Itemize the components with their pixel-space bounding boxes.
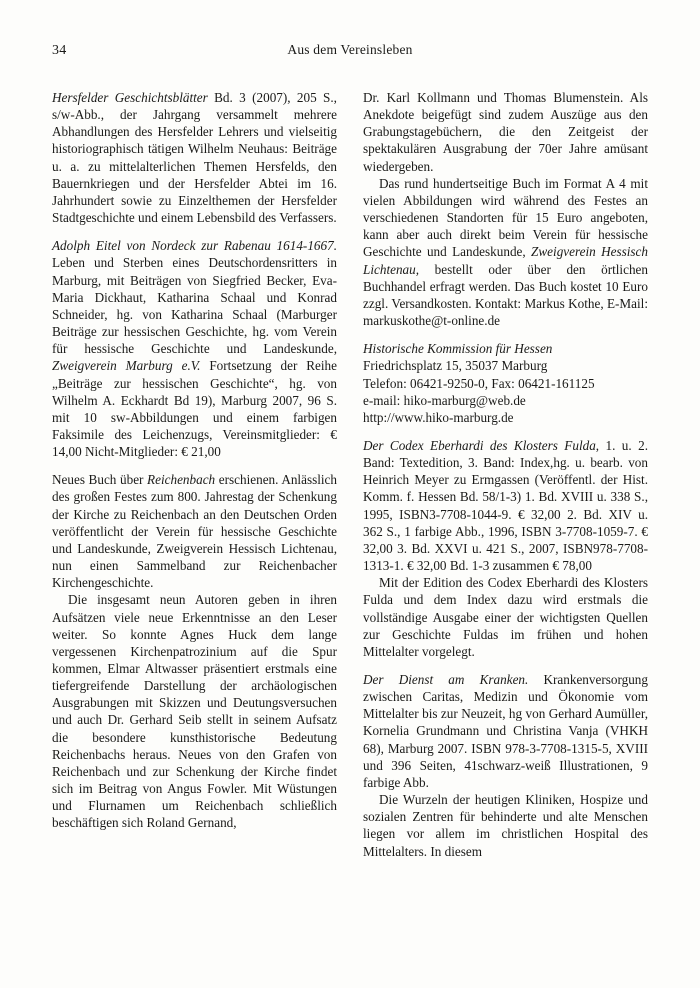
zweigverein-hessisch-lichtenau: Zweigverein Hessisch Lichtenau,	[363, 244, 648, 277]
title-hersfelder-geschichtsblaetter: Hersfelder Geschichtsblätter	[52, 90, 208, 105]
paragraph-left-4: Die insgesamt neun Autoren geben in ihren Aufsätzen viele neue Erkenntnisse an den Leser weiter. So konnte Agnes Huck dem lange vergessenen Kirchenpatrozinium auf die Spur kommen, Elmar Altwasser präsentiert erstmals eine tiefergreifende Darstellung der archäologischen Ausgrabungen mit Skizzen und Deutungsversuchen und auch Dr. Gerhard Seib stellt in seinem Aufsatz die besondere kunsthistorische Bedeutung Reichenbachs heraus. Neues von den Grafen von Reichenbach und zur Schenkung der Kirche findet sich im Beitrag von Angus Fowler. Mit Wüstungen und Flurnamen um Reichenbach schließlich beschäftigen sich Roland Gernand,	[52, 592, 337, 831]
paragraph-left-3-text: Neues Buch über	[52, 472, 148, 488]
address-line-3: e-mail: hiko-marburg@web.de	[363, 392, 526, 408]
paragraph-right-6-text: Krankenversorgung zwischen Caritas, Medizin und Ökonomie vom Mittelalter bis zur Neuzeit, hg von Gerhard Aumüller, Kornelia Grundmann und Christina Vanja (VHKH 68), Marburg 2007. ISBN 978-3-7708-1315-5, XVIII und 396 Seiten, 41schwarz-weiß Illustrationen, 9 farbige Abb.	[363, 672, 648, 790]
two-column-body	[52, 89, 648, 860]
paragraph-right-2-text2: bestellt oder über den örtlichen Buchhandel erfragt werden. Das Buch kostet 10 Euro zzgl. Versandkosten. Kontakt: Markus Kothe, E-Mail: markuskothe@t-online.de	[363, 261, 648, 329]
paragraph-right-6	[363, 671, 648, 791]
paragraph-right-1: Dr. Karl Kollmann und Thomas Blumenstein. Als Anekdote beigefügt sind zudem Auszüge aus den Grabungstagebüchern, die den Zeitgeist der spektakulären Ausgrabung der 70er Jahre amüsant wiedergeben.	[363, 90, 648, 174]
paragraph-left-1-text: Bd. 3 (2007), 205 S., s/w-Abb., der Jahrgang versammelt mehrere Abhandlungen des Hersfelder Lehrers und vielseitig historiographisch tätigen Wilhelm Neuhaus: Beiträge u. a. zu mittelalterlichen Themen Hersfelds, den Bauernkriegen und der Hersfelder Abtei im 16. Jahrhundert sowie zu Einzelthemen der Hersfelder Stadtgeschichte und einem Lebensbild des Verfassers.	[52, 90, 337, 226]
paragraph-left-1	[52, 89, 337, 226]
title-codex-eberhardi: Der Codex Eberhardi des Klosters Fulda	[363, 437, 596, 453]
paragraph-left-3	[52, 471, 337, 591]
right-column	[363, 89, 648, 860]
paragraph-right-5: Mit der Edition des Codex Eberhardi des Klosters Fulda und dem Index dazu wird erstmals die vollständige Ausgabe einer der wichtigsten Quellen zur Geschichte Fuldas im frühen und hohen Mittelalter vorgelegt.	[363, 575, 648, 659]
title-adolph-eitel: Adolph Eitel von Nordeck zur Rabenau 1614-1667.	[52, 238, 337, 254]
paragraph-right-7: Die Wurzeln der heutigen Kliniken, Hospize und sozialen Zentren für behinderte und alte Menschen liegen vor allem im christlichen Hospital des Mittelalters. In diesem	[363, 792, 648, 859]
running-title: Aus dem Vereinsleben	[287, 42, 413, 57]
address-line-4: http://www.hiko-marburg.de	[363, 409, 514, 425]
reichenbach-italic: Reichenbach	[147, 472, 216, 488]
paragraph-right-2-text: Das rund hundertseitige Buch im Format A 4 mit vielen Abbildungen wird während des Festes an verschiedenen Standorten für 15 Euro angeboten, kann aber auch direkt beim Verein für hessische Geschichte und Landeskunde,	[363, 175, 648, 260]
paragraph-left-2-text2: Fortsetzung der Reihe „Beiträge zur hessischen Geschichte“, hg. von Wilhelm A. Eckhardt Bd 19), Marburg 2007, 96 S. mit 10 sw-Abbildungen und einem farbigen Faksimile des Leichenzugs, Vereinsmitglieder: € 14,00 Nicht-Mitglieder: € 21,00	[52, 358, 337, 460]
paragraph-left-2	[52, 237, 337, 460]
paragraph-left-3-text2: erschienen. Anlässlich des großen Festes zum 800. Jahrestag der Schenkung der Kirche zu Reichenbach an den Deutschen Orden veröffentlicht der Verein für hessische Geschichte und Landeskunde, Zweigverein Hessisch Lichtenau, nun einen Sammelband zur Reichenbacher Kirchengeschichte.	[52, 472, 337, 591]
paragraph-right-4-text: , 1. u. 2. Band: Textedition, 3. Band: Index,hg. u. bearb. von Heinrich Meyer zu Ermgassen (Veröffentl. der Hist. Komm. f. Hessen Bd. 58/1-3) 1. Bd. XVIII u. 338 S., 1995, ISBN3-7708-1044-9. € 32,00 2. Bd. XIV u. 362 S., 1 farbige Abb., 1996, ISBN 3-7708-1059-7. € 32,00 3. Bd. XXVI u. 421 S., 2007, ISBN978-7708-1313-1. € 32,00 Bd. 1-3 zusammen € 78,00	[363, 437, 649, 574]
left-column	[52, 89, 337, 832]
page-number: 34	[52, 43, 67, 58]
title-dienst-am-kranken: Der Dienst am Kranken.	[363, 672, 529, 687]
paragraph-left-2-text: Leben und Sterben eines Deutschordensritters in Marburg, mit Beiträgen von Siegfried Becker, Eva-Maria Dickhaut, Katharina Schaal und Konrad Schneider, hg. von Katharina Schaal (Marburger Beiträge zur hessischen Geschichte, hg. vom Verein für hessische Geschichte und Landeskunde,	[52, 255, 337, 357]
paragraph-right-2	[363, 175, 648, 329]
page-header	[52, 42, 648, 59]
zweigverein-marburg: Zweigverein Marburg e.V.	[52, 358, 201, 374]
address-line-1: Friedrichsplatz 15, 35037 Marburg	[363, 358, 548, 374]
paragraph-right-4	[363, 437, 648, 574]
address-line-2: Telefon: 06421-9250-0, Fax: 06421-161125	[363, 375, 595, 391]
heading-historische-kommission: Historische Kommission für Hessen	[363, 341, 553, 357]
